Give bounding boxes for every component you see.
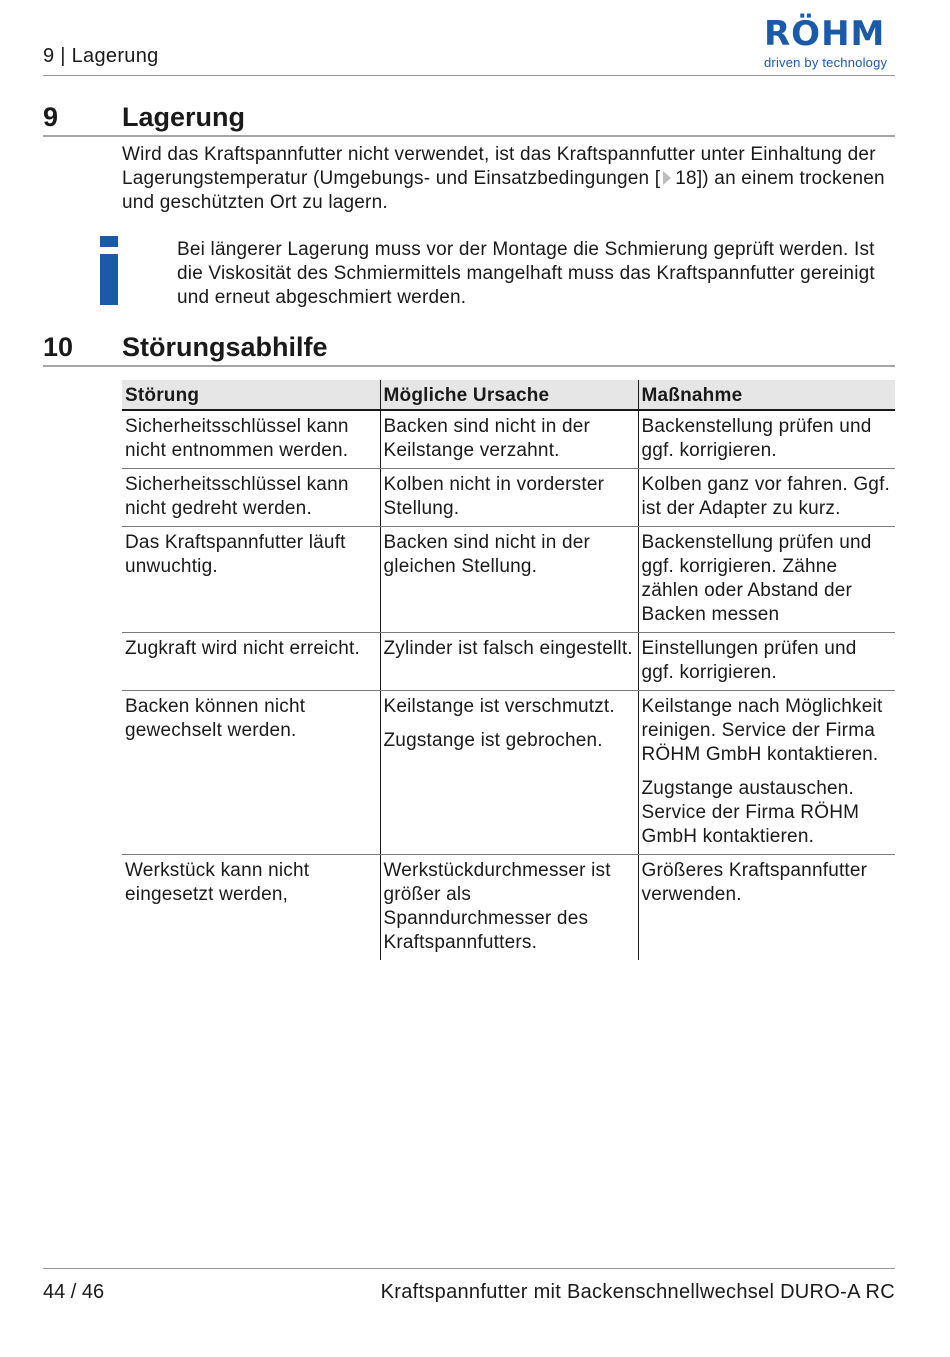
- cell-massnahme: [638, 410, 895, 469]
- table-row: [122, 410, 895, 469]
- paragraph-text-start: Wird das Kraftspannfutter nicht verwendet, ist das Kraftspannfutter unter Einhaltung der Lagerungstemperatur (Umgebungs- und Einsatzbedingungen [: [122, 144, 876, 189]
- table-header-row: [122, 380, 895, 410]
- cell-text: Kolben nicht in vorderster Stellung.: [383, 474, 605, 519]
- logo-tagline: driven by technology: [764, 55, 888, 70]
- cell-ursache: [380, 855, 638, 961]
- section-10-number: 10: [43, 332, 74, 362]
- header-section-label: 9 | Lagerung: [43, 45, 159, 67]
- cell-massnahme: [638, 691, 895, 855]
- cell-text: Kolben ganz vor fahren. Ggf. ist der Adapter zu kurz.: [641, 474, 891, 519]
- table-row: [122, 469, 895, 527]
- section-9-title: Lagerung: [122, 102, 246, 132]
- cell-stoerung: Backen können nicht gewechselt werden.: [122, 691, 380, 855]
- section-9-paragraph: [122, 143, 894, 215]
- cell-text: Einstellungen prüfen und ggf. korrigieren.: [641, 638, 857, 683]
- cell-text: Backen sind nicht in der Keilstange verzahnt.: [383, 416, 591, 461]
- cell-stoerung: Das Kraftspannfutter läuft unwuchtig.: [122, 527, 380, 633]
- cell-text: Werkstückdurchmesser ist größer als Spanndurchmesser des Kraftspannfutters.: [383, 860, 611, 953]
- cell-text: Größeres Kraftspannfutter verwenden.: [641, 860, 868, 905]
- paragraph-text-end: ]) an einem trockenen und geschützten Ort zu lagern.: [122, 168, 885, 213]
- cell-stoerung: Sicherheitsschlüssel kann nicht gedreht werden.: [122, 469, 380, 527]
- cell-text: Keilstange nach Möglichkeit reinigen. Service der Firma RÖHM GmbH kontaktieren.: [641, 696, 883, 765]
- cell-stoerung: Werkstück kann nicht eingesetzt werden,: [125, 860, 310, 905]
- cell-ursache: [380, 633, 638, 691]
- cell-ursache: [380, 410, 638, 469]
- page-reference-arrow-icon: [663, 171, 671, 185]
- header-divider: [43, 75, 895, 76]
- cell-text: Keilstange ist verschmutzt.: [383, 696, 615, 717]
- cell-text: Backenstellung prüfen und ggf. korrigieren.: [641, 416, 872, 461]
- page-reference-link[interactable]: 18: [675, 168, 697, 189]
- roehm-logo: [764, 12, 895, 72]
- page-number: 44 / 46: [43, 1281, 105, 1303]
- cell-text: Zylinder ist falsch eingestellt.: [383, 638, 633, 659]
- product-name: Kraftspannfutter mit Backenschnellwechsel DURO-A RC: [380, 1281, 895, 1303]
- troubleshooting-table: [122, 380, 895, 960]
- cell-ursache: [380, 469, 638, 527]
- section-10-divider: [43, 365, 895, 367]
- cell-massnahme: [638, 527, 895, 633]
- cell-ursache: [380, 527, 638, 633]
- cell-text: Zugstange ist gebrochen.: [383, 730, 603, 751]
- cell-stoerung: Sicherheitsschlüssel kann nicht entnommen werden.: [122, 410, 380, 469]
- section-9-divider: [43, 135, 895, 137]
- cell-text: Zugstange austauschen. Service der Firma RÖHM GmbH kontaktieren.: [641, 778, 860, 847]
- header-stoerung: Störung: [122, 380, 380, 410]
- cell-text: Backenstellung prüfen und ggf. korrigieren. Zähne zählen oder Abstand der Backen messen: [641, 532, 872, 625]
- cell-stoerung: Zugkraft wird nicht erreicht.: [122, 633, 380, 691]
- section-9-number: 9: [43, 102, 59, 132]
- table-row: [122, 691, 895, 855]
- table-row: [122, 633, 895, 691]
- logo-wordmark: RÖHM: [764, 14, 886, 54]
- cell-massnahme: [638, 855, 895, 961]
- info-icon: [100, 236, 118, 305]
- footer-divider: [43, 1268, 895, 1269]
- header-ursache: Mögliche Ursache: [380, 380, 638, 410]
- cell-massnahme: [638, 633, 895, 691]
- table-row: [122, 855, 895, 961]
- cell-massnahme: [638, 469, 895, 527]
- table-row: [122, 527, 895, 633]
- storage-note: Bei längerer Lagerung muss vor der Montage die Schmierung geprüft werden. Ist die Viskosität des Schmiermittels mangelhaft muss das Kraftspannfutter gereinigt und erneut abgeschmiert werden.: [177, 239, 875, 308]
- cell-ursache: [380, 691, 638, 855]
- cell-text: Backen sind nicht in der gleichen Stellung.: [383, 532, 591, 577]
- section-10-title: Störungsabhilfe: [122, 332, 328, 362]
- header-massnahme: Maßnahme: [638, 380, 895, 410]
